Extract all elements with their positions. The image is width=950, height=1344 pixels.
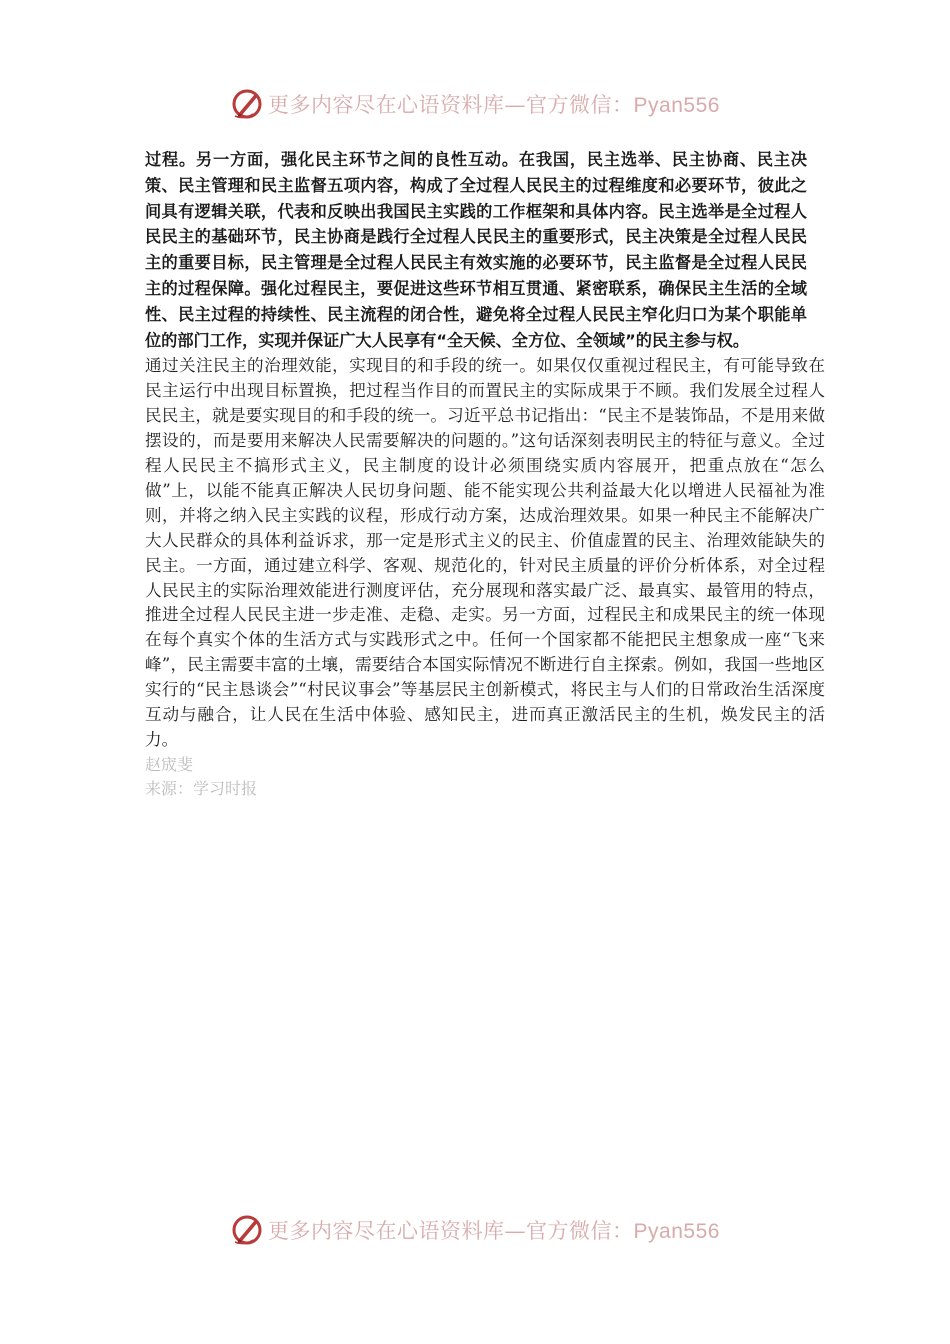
article-paragraph-2: 通过关注民主的治理效能，实现目的和手段的统一。如果仅仅重视过程民主，有可能导致在民主运行中出现目标置换，把过程当作目的而置民主的实际成果于不顾。我们发展全过程人民民主，就是要实现目的和手段的统一。习近平总书记指出：“民主不是装饰品，不是用来做摆设的，而是要用来解决人民需要解决的问题的。”这句话深刻表明民主的特征与意义。全过程人民民主不搞形式主义，民主制度的设计必须围绕实质内容展开，把重点放在“怎么做”上，以能不能真正解决人民切身问题、能不能实现公共利益最大化以增进人民福祉为准则，并将之纳入民主实践的议程，形成行动方案，达成治理效果。如果一种民主不能解决广大人民群众的具体利益诉求，那一定是形式主义的民主、价值虚置的民主、治理效能缺失的民主。一方面，通过建立科学、客观、规范化的，针对民主质量的评价分析体系，对全过程人民民主的实际治理效能进行测度评估，充分展现和落实最广泛、最真实、最管用的特点，推进全过程人民民主进一步走准、走稳、走实。另一方面，过程民主和成果民主的统一体现在每个真实个体的生活方式与实践形式之中。任何一个国家都不能把民主想象成一座“飞来峰”，民主需要丰富的土壤，需要结合本国实际情况不断进行自主探索。例如，我国一些地区实行的“民主恳谈会”“村民议事会”等基层民主创新模式，将民主与人们的日常政治生活深度互动与融合，让人民在生活中体验、感知民主，进而真正激活民主的生机，焕发民主的活力。 (145, 356, 825, 749)
article-body (145, 147, 825, 802)
article-author: 赵宬斐 (145, 754, 194, 774)
header-wechat-id: Pyan556 (633, 94, 720, 117)
pen-circle-logo-icon (230, 1213, 264, 1247)
header-banner (0, 84, 950, 124)
pen-circle-logo-icon (230, 87, 264, 121)
footer-wechat-id: Pyan556 (633, 1220, 720, 1243)
article-paragraph-1: 过程。另一方面，强化民主环节之间的良性互动。在我国，民主选举、民主协商、民主决策、民主管理和民主监督五项内容，构成了全过程人民民主的过程维度和必要环节，彼此之间具有逻辑关联，代表和反映出我国民主实践的工作框架和具体内容。民主选举是全过程人民民主的基础环节，民主协商是践行全过程人民民主的重要形式，民主决策是全过程人民民主的重要目标，民主管理是全过程人民民主有效实施的必要环节，民主监督是全过程人民民主的过程保障。强化过程民主，要促进这些环节相互贯通、紧密联系，确保民主生活的全域性、民主过程的持续性、民主流程的闭合性，避免将全过程人民民主窄化归口为某个职能单位的部门工作，实现并保证广大人民享有“全天候、全方位、全领域”的民主参与权。 (145, 150, 807, 350)
footer-banner-text (268, 1215, 720, 1245)
article-source: 来源：学习时报 (145, 779, 258, 799)
header-banner-label: 更多内容尽在心语资料库—官方微信： (268, 93, 634, 117)
footer-banner-label: 更多内容尽在心语资料库—官方微信： (268, 1219, 634, 1243)
header-banner-text (268, 89, 720, 119)
footer-banner (0, 1210, 950, 1250)
